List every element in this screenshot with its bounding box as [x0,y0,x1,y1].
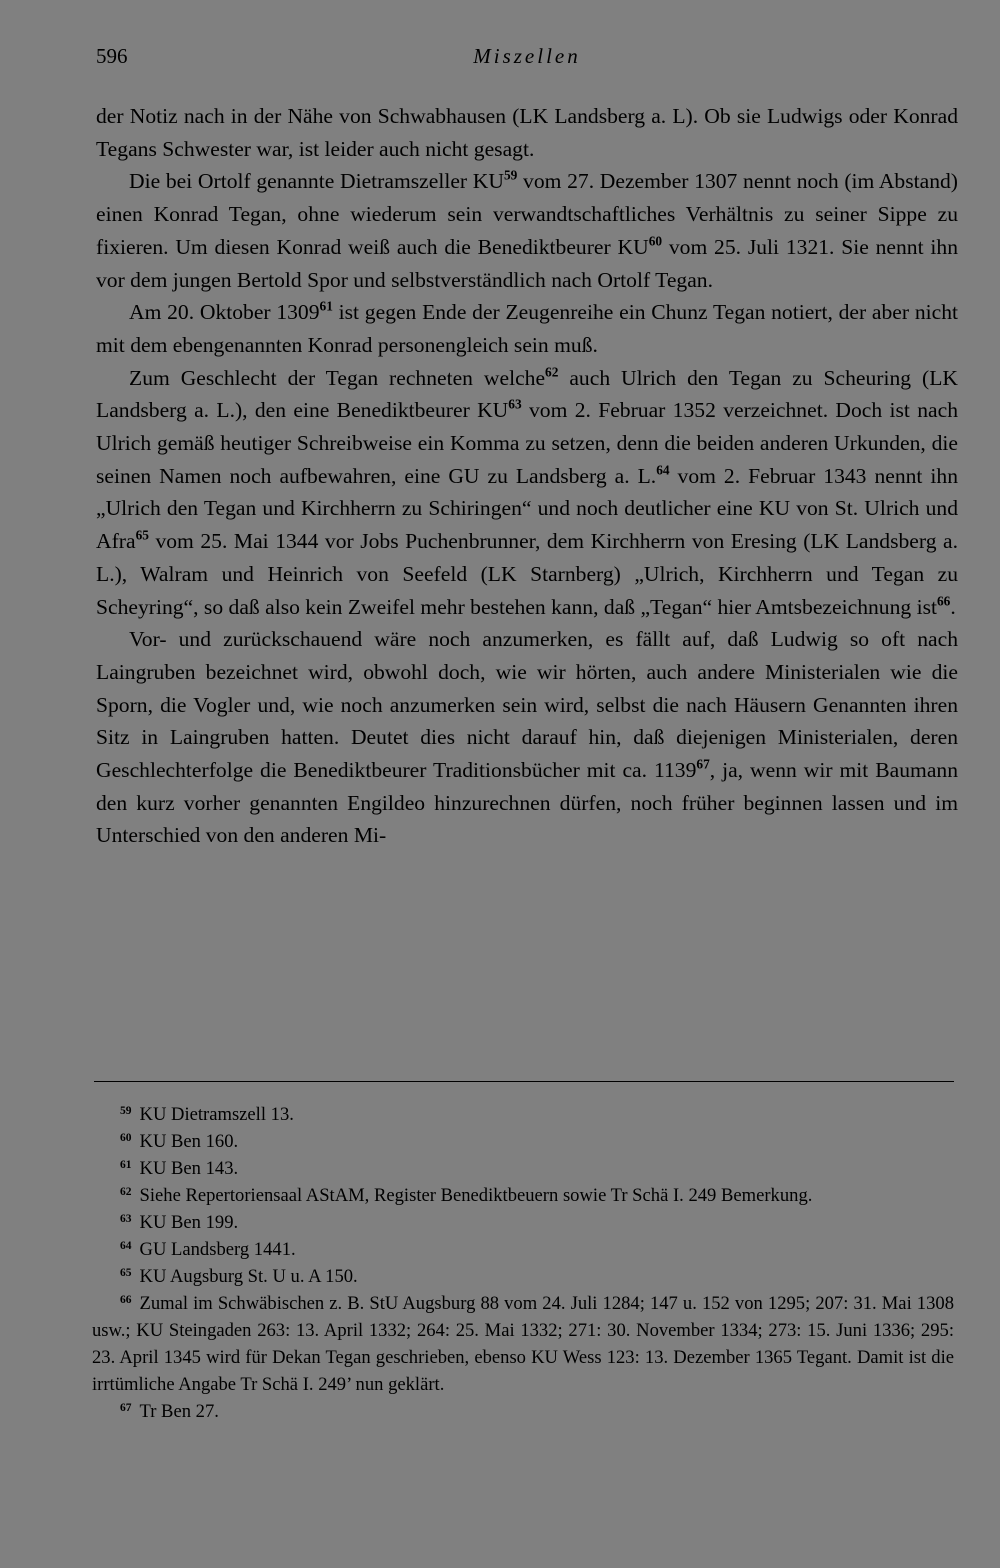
page-number: 596 [96,44,128,68]
footnote-divider [94,1081,954,1082]
footnote-reference: 64 [656,462,670,478]
text-run: vom 27. Dezember 1307 nennt noch (im Abstand) einen Konrad Tegan, ohne wiederum sein verwandtschaftliches Verhältnis zu seiner Sippe zu fixieren. Um diesen Konrad weiß auch die Benediktbeurer KU [96,169,958,259]
footnote-text: KU Augsburg St. U u. A 150. [139,1266,358,1287]
footnote-reference: 60 [648,233,663,249]
footnote [92,1236,954,1263]
footnote-number: 61 [120,1158,132,1171]
paragraph [96,296,958,361]
footnote-reference: 61 [319,298,333,314]
footnote-text: KU Ben 160. [139,1131,239,1152]
paragraph [96,100,958,165]
footnote [92,1263,954,1290]
text-run: , ja, wenn wir mit Baumann den kurz vorher genannten Engildeo hinzurechnen dürfen, noch früher beginnen lassen und im Unterschied von den anderen Mi- [96,758,958,848]
text-run: vom 25. Juli 1321. Sie nennt ihn vor dem jungen Bertold Spor und selbstverständlich nach Ortolf Tegan. [96,234,958,292]
text-run: der Notiz nach in der Nähe von Schwabhausen (LK Landsberg a. L). Ob sie Ludwigs oder Konrad Tegans Schwester war, ist leider auch nicht gesagt. [96,104,958,161]
footnote-number: 66 [120,1293,132,1306]
footnote-text: GU Landsberg 1441. [139,1239,296,1260]
footnote-text: KU Ben 199. [139,1212,239,1233]
footnote-number: 63 [120,1212,132,1225]
text-run: auch Ulrich den Tegan zu Scheuring (LK Landsberg a. L.), den eine Benediktbeurer KU [96,365,958,423]
text-run: Vor- und zurückschauend wäre noch anzumerken, es fällt auf, daß Ludwig so oft nach Laingruben bezeichnet wird, obwohl doch, wie wir hörten, auch andere Ministerialen wie die Sporn, die Vogler und, wie noch anzumerken sein wird, selbst die nach Häusern Genannten ihren Sitz in Laingruben hatten. Deutet dies nicht darauf hin, daß diejenigen Ministerialen, deren Geschlechterfolge die Benediktbeurer Traditionsbücher mit ca. 1139 [96,627,958,783]
footnote-number: 64 [120,1239,132,1252]
paragraph [96,623,958,852]
running-head: Miszellen [473,44,581,68]
paragraph [96,362,958,624]
footnote-reference: 67 [696,756,710,772]
footnote-number: 62 [120,1185,132,1198]
footnote [92,1155,954,1182]
footnote-number: 67 [120,1401,132,1414]
text-run: ist gegen Ende der Zeugenreihe ein Chunz Tegan notiert, der aber nicht mit dem ebengenannten Konrad personengleich sein muß. [96,300,958,357]
text-run: vom 25. Mai 1344 vor Jobs Puchenbrunner, dem Kirchherrn von Eresing (LK Landsberg a. L.), Walram und Heinrich von Seefeld (LK Starnberg) „Ulrich, Kirchherrn und Tegan zu Scheyring“, so daß also kein Zweifel mehr bestehen kann, daß „Tegan“ hier Amtsbezeichnung ist [96,529,958,619]
footnote [92,1182,954,1209]
footnote-reference: 65 [135,527,149,543]
footnote-number: 60 [120,1131,132,1144]
footnote-reference: 66 [936,593,951,609]
footnote-text: Zumal im Schwäbischen z. B. StU Augsburg 88 vom 24. Juli 1284; 147 u. 152 von 1295; 207: 31. Mai 1308 usw.; KU Steingaden 263: 13. April 1332; 264: 25. Mai 1332; 271: 30. November 1334; 273: 15. Juni 1336; 295: 23. April 1345 wird für Dekan Tegan geschrieben, ebenso KU Wess 123: 13. Dezember 1365 Tegant. Damit ist die irrtümliche Angabe Tr Schä I. 249’ nun geklärt. [92,1293,954,1395]
footnote-text: KU Dietramszell 13. [139,1104,294,1125]
text-run: . [950,594,956,619]
text-run: Die bei Ortolf genannte Dietramszeller KU [129,169,504,194]
text-run: Am 20. Oktober 1309 [129,300,320,325]
text-run: Zum Geschlecht der Tegan rechneten welche [129,365,546,390]
footnote-text: KU Ben 143. [139,1158,239,1179]
footnote-text: Siehe Repertoriensaal AStAM, Register Benediktbeuern sowie Tr Schä I. 249 Bemerkung. [139,1185,813,1206]
footnote-text: Tr Ben 27. [139,1401,219,1422]
footnote [92,1290,954,1398]
footnote-reference: 62 [545,364,559,380]
footnote-reference: 63 [508,397,522,413]
text-run: vom 2. Februar 1352 verzeichnet. Doch ist nach Ulrich gemäß heutiger Schreibweise ein Komma zu setzen, denn die beiden anderen Urkunden, die seinen Namen noch aufbewahren, eine GU zu Landsberg a. L. [96,398,958,488]
footnote-number: 59 [120,1104,132,1117]
footnote-number: 65 [120,1266,132,1279]
text-run: vom 2. Februar 1343 nennt ihn „Ulrich den Tegan und Kirchherrn zu Schiringen“ und noch deutlicher eine KU von St. Ulrich und Afra [96,463,959,554]
footnotes [92,1101,954,1425]
page-header [96,44,958,74]
footnote [92,1209,954,1236]
footnote [92,1398,954,1425]
paragraph [96,165,958,296]
footnote-reference: 59 [503,168,518,184]
footnote [92,1101,954,1128]
body-text [96,100,958,852]
footnote [92,1128,954,1155]
